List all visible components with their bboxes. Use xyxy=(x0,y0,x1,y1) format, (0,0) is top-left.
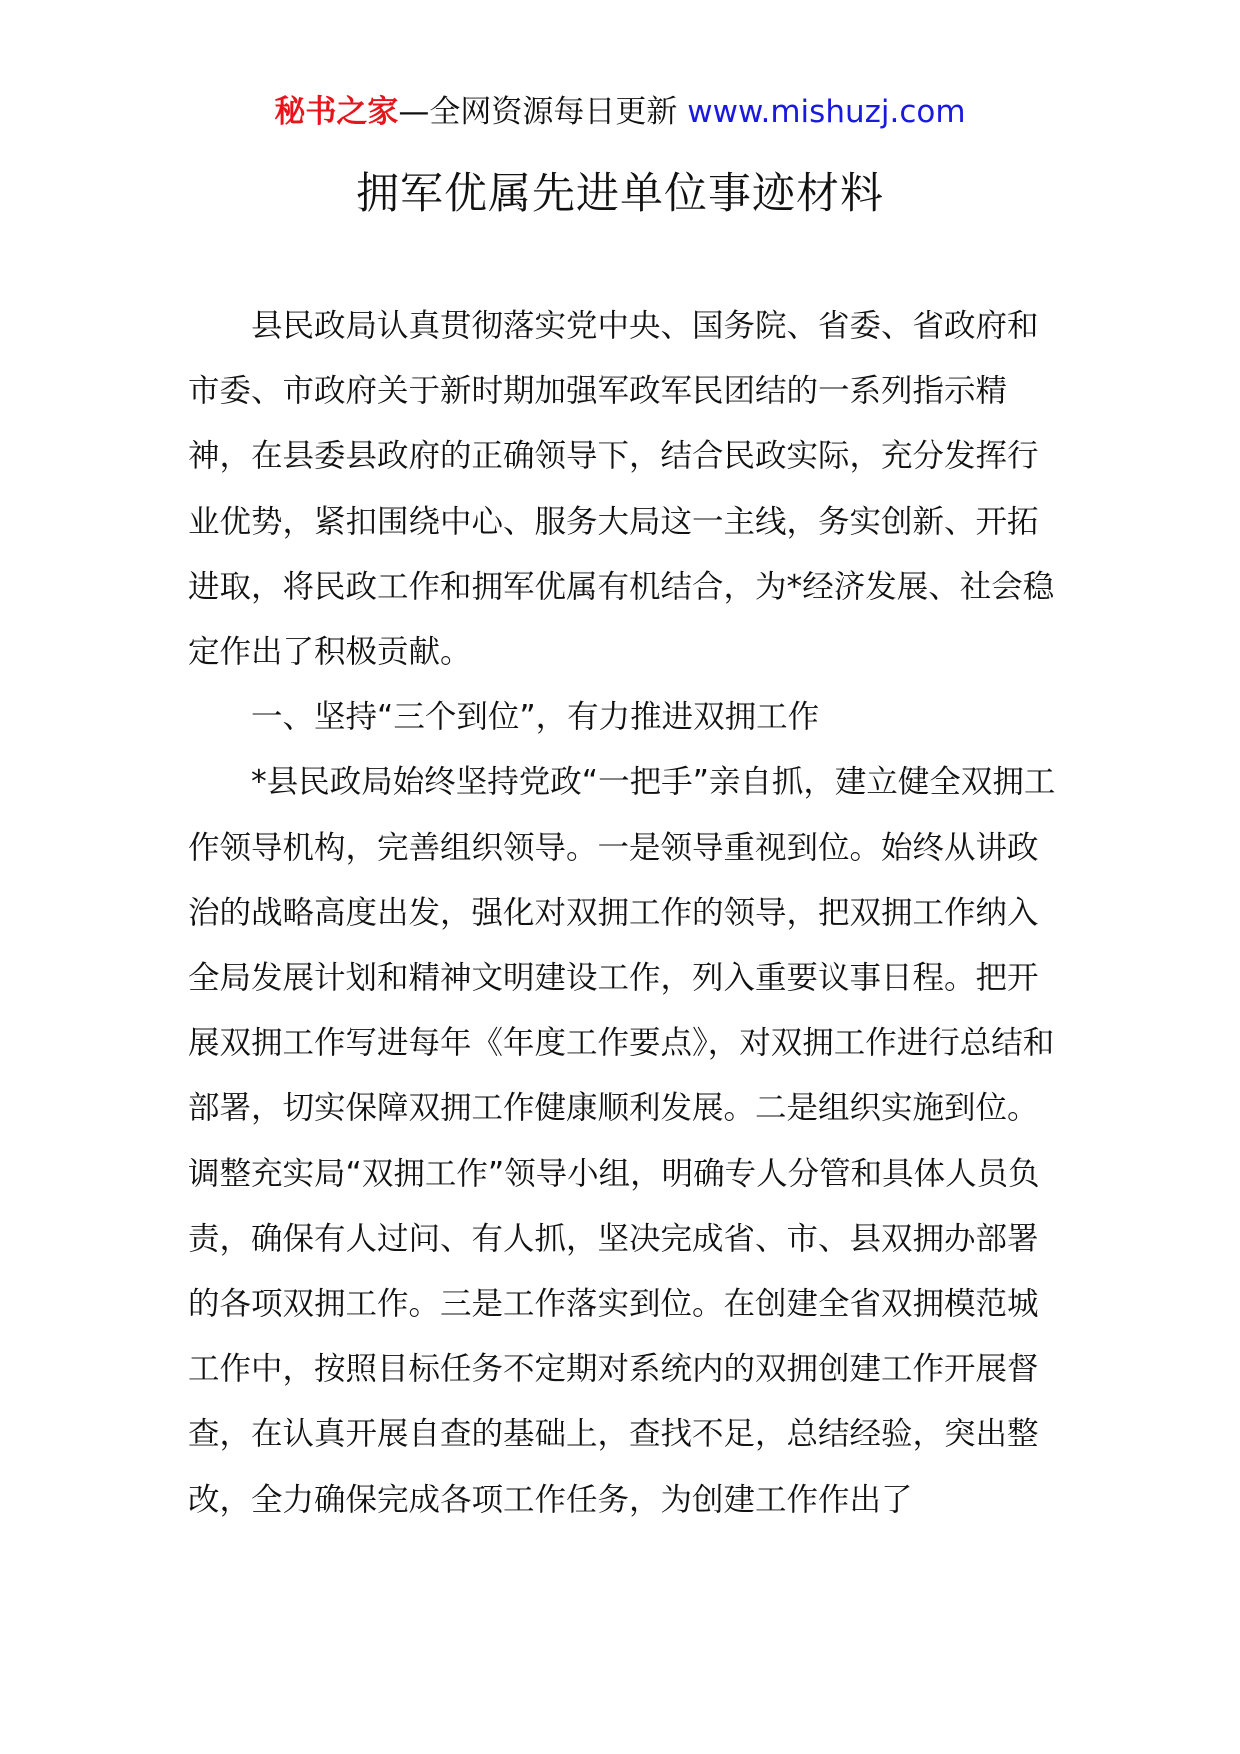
site-url-link[interactable]: www.mishuzj.com xyxy=(687,94,966,130)
brand-name: 秘书之家 xyxy=(274,94,399,130)
page-header xyxy=(0,88,1240,136)
header-slogan: —全网资源每日更新 xyxy=(398,94,678,130)
document-body xyxy=(188,294,1058,1533)
paragraph-section-1: *县民政局始终坚持党政“一把手”亲自抓，建立健全双拥工作领导机构，完善组织领导。一是领导重视到位。始终从讲政治的战略高度出发，强化对双拥工作的领导，把双拥工作纳入全局发展计划和精神文明建设工作，列入重要议事日程。把开展双拥工作写进每年《年度工作要点》，对双拥工作进行总结和部署，切实保障双拥工作健康顺利发展。二是组织实施到位。调整充实局“双拥工作”领导小组，明确专人分管和具体人员负责，确保有人过问、有人抓，坚决完成省、市、县双拥办部署的各项双拥工作。三是工作落实到位。在创建全省双拥模范城工作中，按照目标任务不定期对系统内的双拥创建工作开展督查，在认真开展自查的基础上，查找不足，总结经验，突出整改，全力确保完成各项工作任务，为创建工作作出了 xyxy=(188,764,1056,1518)
section-heading-1: 一、坚持“三个到位”，有力推进双拥工作 xyxy=(251,699,820,736)
document-title: 拥军优属先进单位事迹材料 xyxy=(356,169,884,219)
paragraph-intro: 县民政局认真贯彻落实党中央、国务院、省委、省政府和市委、市政府关于新时期加强军政军民团结的一系列指示精神，在县委县政府的正确领导下，结合民政实际，充分发挥行业优势，紧扣围绕中心、服务大局这一主线，务实创新、开拓进取，将民政工作和拥军优属有机结合，为*经济发展、社会稳定作出了积极贡献。 xyxy=(188,308,1055,671)
